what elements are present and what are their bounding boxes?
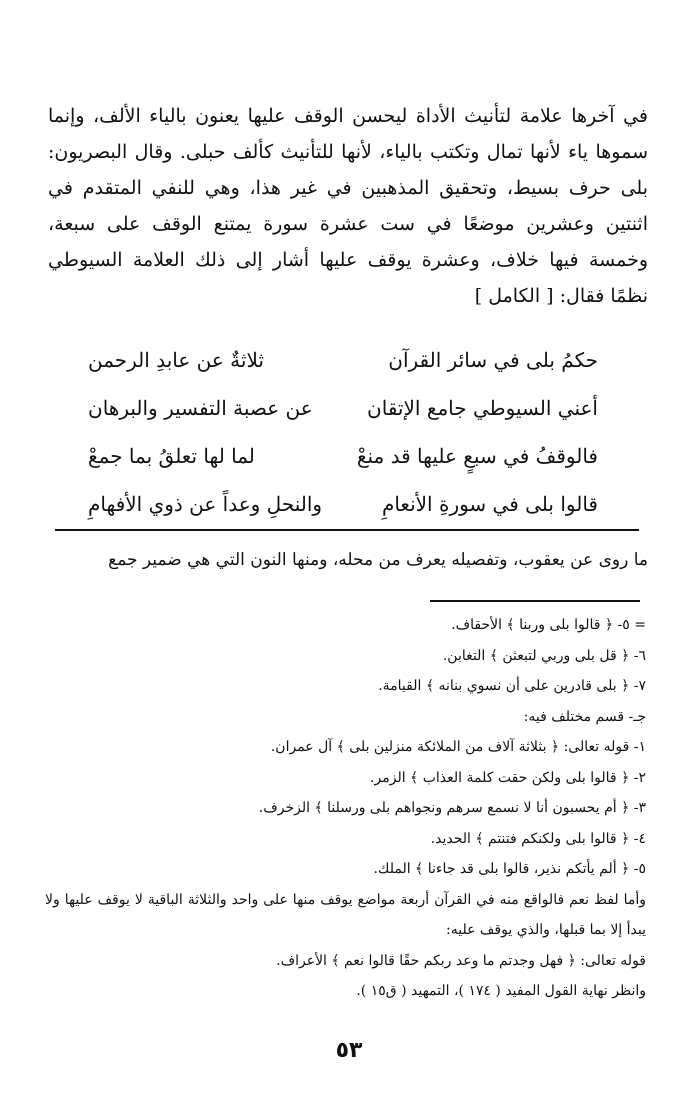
poem-hemistich-first: أعني السيوطي جامع الإتقان (367, 396, 598, 420)
poem-hemistich-second: والنحلِ وعداً عن ذوي الأفهامِ (88, 492, 323, 516)
footnote-line: قوله تعالى: ﴿ فهل وجدتم ما وعد ربكم حقًا قالوا نعم ﴾ الأعراف. (276, 952, 646, 969)
footnote-paragraph: وأما لفظ نعم فالواقع منه في القرآن أربعة مواضع يوقف منها على واحد والثلاثة الباقية لا يوقف عليها ولا يبدأ إلا بما قبلها، والذي يوقف عليه: (45, 891, 646, 938)
footnote-line: وانظر نهاية القول المفيد ( ١٧٤ )، التمهيد ( ق١٥ ). (356, 983, 646, 999)
footnote-line: = ٥- ﴿ قالوا بلى وربنا ﴾ الأحقاف. (451, 617, 646, 633)
poem-verse (88, 336, 598, 384)
poem-hemistich-first: قالوا بلى في سورةِ الأنعامِ (381, 492, 598, 516)
poem-hemistich-first: فالوقفُ في سبعٍ عليها قد منعْ (356, 444, 598, 468)
poem-hemistich-second: ثلاثةٌ عن عابدِ الرحمن (88, 348, 264, 372)
footnote-line: ١- قوله تعالى: ﴿ بثلاثة آلاف من الملائكة منزلين بلى ﴾ آل عمران. (270, 739, 646, 755)
poem-verse (88, 432, 598, 480)
footnote-line: ٧- ﴿ بلى قادرين على أن نسوي بنانه ﴾ القيامة. (378, 678, 646, 694)
footnote-line: ٣- ﴿ أم يحسبون أنا لا نسمع سرهم ونجواهم بلى ورسلنا ﴾ الزخرف. (258, 800, 646, 816)
poem (88, 336, 598, 528)
footnote-line: جـ- قسم مختلف فيه: (523, 708, 646, 725)
footnote-line: ٤- ﴿ قالوا بلى ولكنكم فتنتم ﴾ الحديد. (430, 830, 646, 847)
footnote-line: ٦- ﴿ قل بلى وربي لتبعثن ﴾ التغابن. (442, 647, 646, 664)
page-number: ٥٣ (335, 1038, 363, 1063)
footnotes (45, 610, 646, 1007)
poem-hemistich-second: لما لها تعلقُ بما جمعْ (88, 444, 255, 468)
poem-divider (55, 529, 639, 531)
footnote-line: ٢- ﴿ قالوا بلى ولكن حقت كلمة العذاب ﴾ الزمر. (370, 769, 646, 786)
body-paragraph: في آخرها علامة لتأنيث الأداة ليحسن الوقف عليها يعنون بالياء الألف، وإنما سموها ياء لأنها تمال وتكتب بالياء، لأنها للتأنيث كألف حبلى. وقال البصريون: بلى حرف بسيط، وتحقيق المذهبين في غير هذا، وهي للنفي المتقدم في اثنتين وعشرين موضعًا في ست عشرة سورة يمتنع الوقف على سبعة، وخمسة فيها خلاف، وعشرة يوقف عليها أشار إلى ذلك العلامة السيوطي نظمًا فقال: [ الكامل ] (48, 105, 648, 307)
footnote-divider (430, 600, 640, 602)
main-text (48, 98, 648, 314)
poem-hemistich-first: حكمُ بلى في سائر القرآن (388, 348, 598, 372)
continuation-line: ما روى عن يعقوب، وتفصيله يعرف من محله، ومنها النون التي هي ضمير جمع (108, 550, 648, 570)
footnote-line: ٥- ﴿ ألم يأتكم نذير، قالوا بلى قد جاءنا ﴾ الملك. (373, 861, 646, 877)
poem-verse (88, 384, 598, 432)
poem-verse (88, 480, 598, 528)
poem-hemistich-second: عن عصبة التفسير والبرهان (88, 396, 313, 420)
